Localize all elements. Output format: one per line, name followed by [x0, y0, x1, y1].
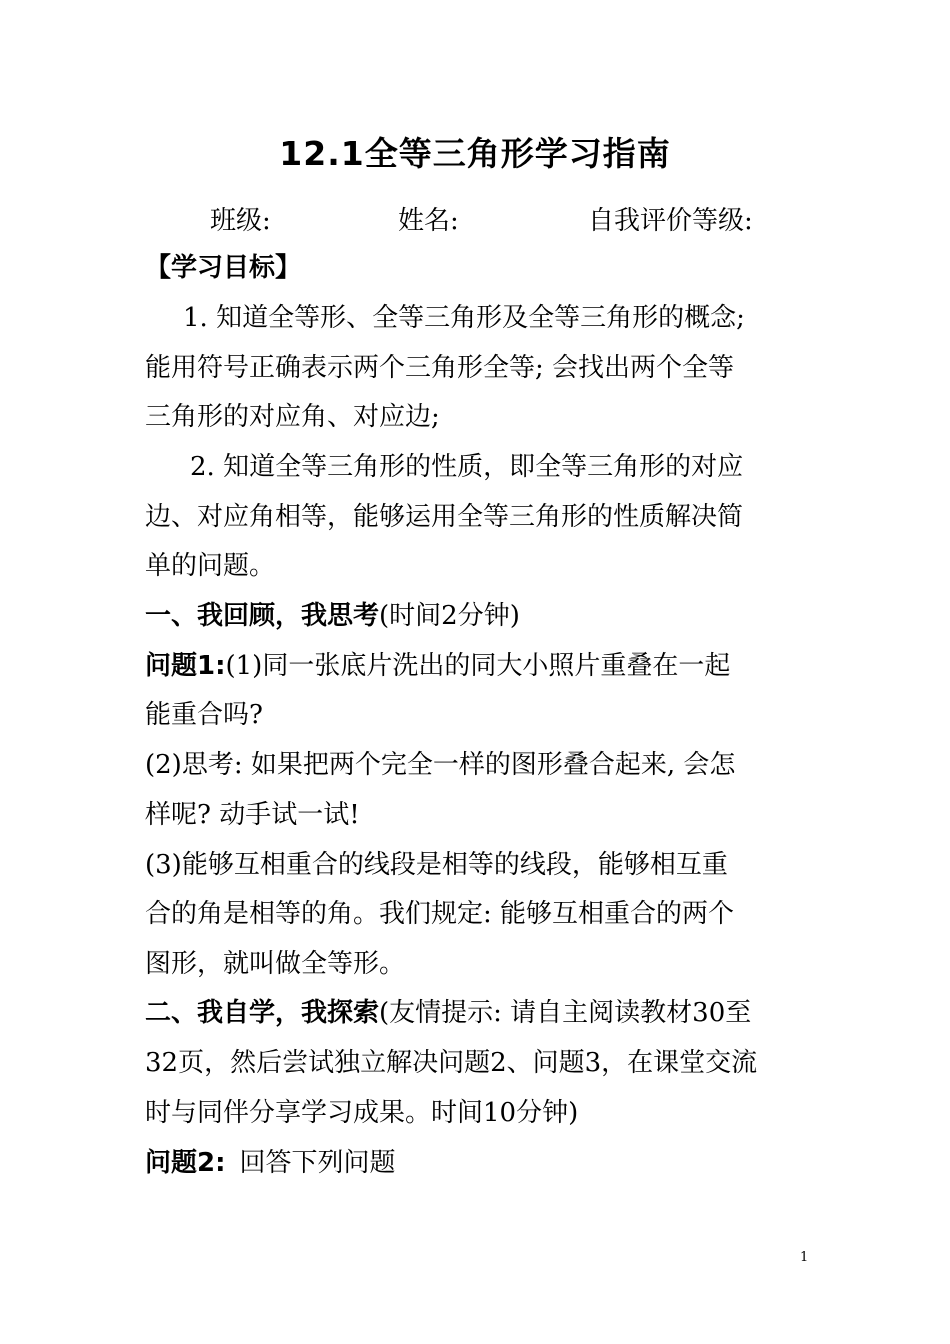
question1-text: (1)同一张底片洗出的同大小照片重叠在一起 [225, 651, 731, 681]
question1-line: (3)能够互相重合的线段是相等的线段，能够相互重 [145, 850, 728, 880]
section1-title: 一、我回顾，我思考 [145, 601, 380, 631]
question1-line [145, 649, 730, 683]
section2-line: 32页，然后尝试独立解决问题2、问题3，在课堂交流 [145, 1048, 758, 1078]
objective-line: 能用符号正确表示两个三角形全等; 会找出两个全等 [145, 353, 735, 383]
class-label: 班级: [210, 206, 271, 236]
objective-line: 单的问题。 [145, 551, 276, 581]
section1-time-note: (时间2分钟) [379, 601, 520, 631]
question1-line: (2)思考: 如果把两个完全一样的图形叠合起来, 会怎 [145, 750, 736, 780]
objective-line: 1. 知道全等形、全等三角形及全等三角形的概念; [183, 303, 745, 333]
question2-line [145, 1146, 396, 1180]
question1-line: 合的角是相等的角。我们规定: 能够互相重合的两个 [145, 899, 735, 929]
question1-line: 样呢? 动手试一试! [145, 800, 360, 830]
self-evaluation-label: 自我评价等级: [588, 206, 753, 236]
document-title: 12.1全等三角形学习指南 [279, 134, 671, 173]
section2-heading [145, 996, 751, 1030]
student-info-row [0, 200, 950, 234]
section2-title: 二、我自学，我探索 [145, 998, 380, 1028]
section1-heading [145, 599, 520, 633]
objectives-heading: 【学习目标】 [145, 253, 302, 283]
name-label: 姓名: [398, 206, 459, 236]
section2-note: (友情提示: 请自主阅读教材30至 [379, 998, 752, 1028]
question2-label: 问题2: [145, 1148, 226, 1178]
question1-line: 图形，就叫做全等形。 [145, 949, 406, 979]
question1-line: 能重合吗? [145, 700, 263, 730]
objective-line: 2. 知道全等三角形的性质，即全等三角形的对应 [190, 452, 744, 482]
objective-line: 边、对应角相等，能够运用全等三角形的性质解决简 [145, 502, 744, 532]
section2-line: 时与同伴分享学习成果。时间10分钟) [145, 1098, 579, 1128]
page-number: 1 [800, 1250, 809, 1265]
objective-line: 三角形的对应角、对应边; [145, 402, 440, 432]
question1-label: 问题1: [145, 651, 226, 681]
question2-text: 回答下列问题 [239, 1148, 396, 1178]
